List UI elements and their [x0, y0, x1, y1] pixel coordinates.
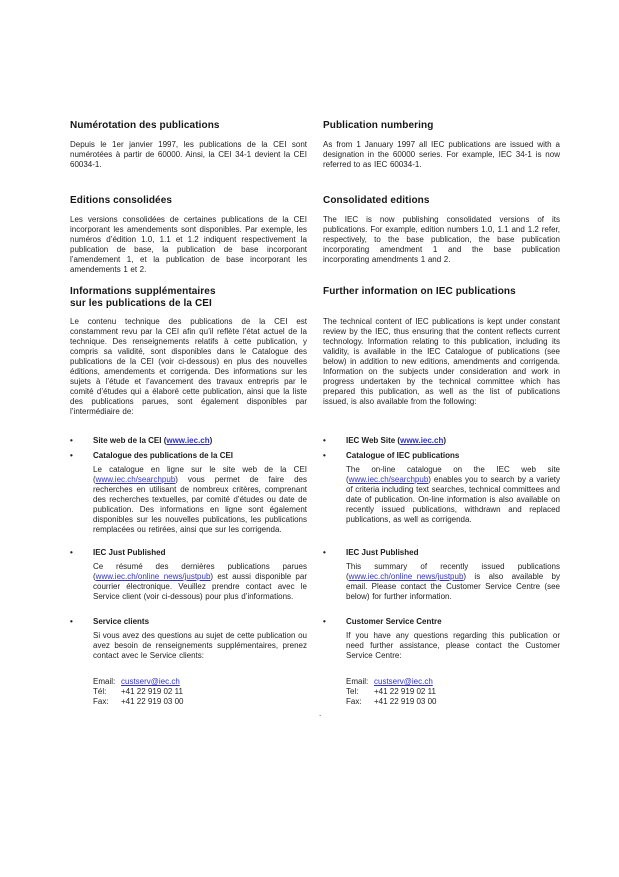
- bullet-title-fr-service: Service clients: [93, 617, 150, 626]
- bullet-title-text: Site web de la CEI (: [93, 436, 167, 445]
- contact-line-email: [346, 677, 560, 687]
- contact-row: [70, 677, 560, 719]
- para-text: ) vous permet de faire des recherches en utilisant de nombreux critères, comprenant des recherches textuelles, par comité d’études ou date de publication. Des informations en ligne sont également disponibles sur les nouvelles publications, les publications remplacées ou retirées, ainsi que sur les corrigenda.: [93, 475, 307, 534]
- stray-period-mark: .: [319, 709, 322, 718]
- fax-label: Fax:: [93, 697, 109, 706]
- bullet-item-en-service: [323, 617, 560, 661]
- para-text: Le catalogue en ligne sur le site web de la CEI (: [93, 465, 307, 484]
- bullet-row-justpub: [70, 548, 560, 617]
- bullet-body: [346, 436, 560, 450]
- bullet-title-fr-website: [93, 436, 307, 446]
- bullet-title-text: ): [443, 436, 447, 445]
- contact-block-fr: [93, 677, 307, 707]
- para-fr-further-info: Le contenu technique des publications de la CEI est constamment revu par la CEI afin qu’il reflète l’état actuel de la technique. Des renseignements relatifs à cette publication, y compris sa validité, sont disponibles dans le Catalogue des publications de la CEI (voir ci-dessous) en plus des nouvelles éditions, amendements et corrigenda. Des informations sur les sujets à l’étude et l’avancement des travaux entrepris par le comité d’études qui a élaboré cette publication, ainsi que la liste des publications parues, sont également disponibles par l’intermédiaire de:: [70, 317, 307, 416]
- column-french: [70, 286, 307, 436]
- heading-fr-numbering: Numérotation des publications: [70, 120, 220, 131]
- heading-line-1: Informations supplémentaires: [70, 286, 216, 297]
- bullet-body: [346, 617, 560, 661]
- section-numbering: [70, 120, 560, 195]
- fax-value: +41 22 919 03 00: [374, 697, 437, 706]
- link-email-en[interactable]: custserv@iec.ch: [374, 677, 433, 686]
- column-english: [323, 617, 560, 677]
- column-french: [70, 451, 307, 548]
- bullet-title-text: ): [209, 436, 213, 445]
- fax-label: Fax:: [346, 697, 362, 706]
- bullet-title-text: IEC Web Site (: [346, 436, 401, 445]
- bullet-body: [93, 436, 307, 450]
- section-consolidated: [70, 195, 560, 286]
- bullet-body: [93, 451, 307, 535]
- bullet-title-en-catalogue: Catalogue of IEC publications: [346, 451, 460, 460]
- bullet-icon: •: [323, 617, 326, 626]
- bullet-para-fr-justpub: [93, 562, 307, 602]
- column-english: [323, 548, 560, 617]
- bullet-icon: •: [323, 548, 326, 557]
- bullet-body: [346, 451, 560, 525]
- bullet-row-website: [70, 436, 560, 451]
- column-french: [70, 120, 307, 195]
- bullet-item-fr-catalogue: [70, 451, 307, 535]
- bullet-title-en-service: Customer Service Centre: [346, 617, 442, 626]
- link-iec-website-fr[interactable]: www.iec.ch: [166, 436, 210, 445]
- link-searchpub-en[interactable]: www.iec.ch/searchpub: [348, 475, 429, 484]
- column-french: [70, 617, 307, 677]
- para-text: ) enables you to search by a variety of criteria including text searches, technical committees and date of publication. On-line information is also available on recently issued publications, withdrawn and replaced publications, as well as corrigenda.: [346, 475, 561, 524]
- heading-fr-further-info-text: [70, 286, 307, 309]
- fax-value: +41 22 919 03 00: [121, 697, 184, 706]
- para-text: Ce résumé des dernières publications parues (: [93, 562, 307, 581]
- bullet-item-fr-service: [70, 617, 307, 661]
- para-fr-consolidated: Les versions consolidées de certaines publications de la CEI incorporant les amendements sont disponibles. Par exemple, les numéros d’édition 1.0, 1.1 et 1.2 indiquent respectivement la publication de base, la publication de base incorporant l’amendement 1, et la publication de base incorporant les amendements 1 et 2.: [70, 214, 307, 274]
- link-searchpub-fr[interactable]: www.iec.ch/searchpub: [95, 475, 176, 484]
- para-en-further-info: The technical content of IEC publications is kept under constant review by the IEC, thus ensuring that the content reflects current technology. Information relating to this publication, including its validity, is available in the IEC Catalogue of publications (see below) in addition to new editions, amendments and corrigenda. Information on the subjects under consideration and work in progress undertaken by the technical committee which has prepared this publication, as well as the list of publications issued, is also available from the following:: [323, 317, 560, 406]
- column-english: [323, 120, 560, 195]
- heading-en-further-info: [323, 286, 560, 317]
- contact-line-tel: [93, 687, 307, 697]
- column-english: [319, 677, 560, 719]
- bullet-para-en-catalogue: [346, 465, 560, 525]
- heading-line-2: sur les publications de la CEI: [70, 297, 212, 309]
- section-further-info: [70, 286, 560, 436]
- bullet-title-fr-catalogue: Catalogue des publications de la CEI: [93, 451, 234, 460]
- bullet-para-fr-service: Si vous avez des questions au sujet de cette publication ou avez besoin de renseignements supplémentaires, prenez contact avec le Service clients:: [93, 631, 307, 660]
- column-english: [323, 451, 560, 548]
- para-en-consolidated: The IEC is now publishing consolidated versions of its publications. For example, edition numbers 1.0, 1.1 and 1.2 refer, respectively, to the base publication, the base publication incorporating amendment 1 and the base publication incorporating amendments 1 and 2.: [323, 214, 560, 264]
- bullet-icon: •: [70, 436, 73, 445]
- email-label: Email:: [93, 677, 116, 686]
- email-label: Email:: [346, 677, 369, 686]
- bullet-body: [93, 548, 307, 602]
- tel-value: +41 22 919 02 11: [374, 687, 436, 696]
- para-text: ) is also available by email. Please contact the Customer Service Centre (see below) for further information.: [346, 572, 560, 601]
- link-justpub-en[interactable]: www.iec.ch/online_news/justpub: [348, 572, 464, 581]
- bullet-item-fr-justpub: [70, 548, 307, 602]
- contact-line-fax: [93, 697, 307, 707]
- para-text: The on-line catalogue on the IEC web site (: [346, 465, 560, 484]
- link-email-fr[interactable]: custserv@iec.ch: [121, 677, 180, 686]
- tel-label: Tel:: [346, 687, 359, 696]
- bullet-row-catalogue: [70, 451, 560, 548]
- bullet-title-en-website: [346, 436, 560, 446]
- bullet-item-en-catalogue: [323, 451, 560, 525]
- column-french: [70, 677, 307, 719]
- heading-en-further-info-text: Further information on IEC publications: [323, 286, 516, 297]
- tel-value: +41 22 919 02 11: [121, 687, 183, 696]
- tel-label: Tél:: [93, 687, 107, 696]
- bullet-icon: •: [70, 451, 73, 460]
- bullet-item-fr-website: [70, 436, 307, 450]
- page-content: [70, 120, 560, 719]
- bullet-icon: •: [70, 617, 73, 626]
- column-french: [70, 195, 307, 286]
- bullet-para-en-justpub: [346, 562, 560, 602]
- heading-en-consolidated: Consolidated editions: [323, 195, 430, 206]
- bullet-icon: •: [323, 451, 326, 460]
- heading-fr-further-info: [70, 286, 307, 317]
- bullet-para-en-service: If you have any questions regarding this publication or need further assistance, please contact the Customer Service Centre:: [346, 631, 560, 660]
- contact-line-tel: [346, 687, 560, 697]
- contact-line-email: [93, 677, 307, 687]
- column-french: [70, 548, 307, 617]
- column-english: [323, 286, 560, 436]
- para-en-numbering: As from 1 January 1997 all IEC publications are issued with a designation in the 60000 series. For example, IEC 34-1 is now referred to as IEC 60034-1.: [323, 139, 560, 169]
- column-french: [70, 436, 307, 451]
- para-text: This summary of recently issued publications (: [346, 562, 560, 581]
- bullet-icon: •: [323, 436, 326, 445]
- contact-line-fax: [346, 697, 560, 707]
- bullet-title-fr-justpub: IEC Just Published: [93, 548, 166, 557]
- link-iec-website-en[interactable]: www.iec.ch: [400, 436, 444, 445]
- para-fr-numbering: Depuis le 1er janvier 1997, les publications de la CEI sont numérotées à partir de 60000. Ainsi, la CEI 34-1 devient la CEI 60034-1.: [70, 139, 307, 169]
- para-text: ) est aussi disponible par courrier électronique. Veuillez prendre contact avec le Service client (voir ci-dessous) pour plus d’informations.: [93, 572, 307, 601]
- link-justpub-fr[interactable]: www.iec.ch/online_news/justpub: [95, 572, 211, 581]
- column-english: [323, 195, 560, 286]
- heading-en-numbering: Publication numbering: [323, 120, 434, 131]
- bullet-body: [93, 617, 307, 661]
- heading-fr-consolidated: Editions consolidées: [70, 195, 173, 206]
- bullet-item-en-website: [323, 436, 560, 450]
- bullet-icon: •: [70, 548, 73, 557]
- column-english: [323, 436, 560, 451]
- bullet-title-en-justpub: IEC Just Published: [346, 548, 419, 557]
- bullet-item-en-justpub: [323, 548, 560, 602]
- bullet-para-fr-catalogue: [93, 465, 307, 535]
- contact-block-en: [346, 677, 560, 707]
- bullet-body: [346, 548, 560, 602]
- bullet-row-service: [70, 617, 560, 677]
